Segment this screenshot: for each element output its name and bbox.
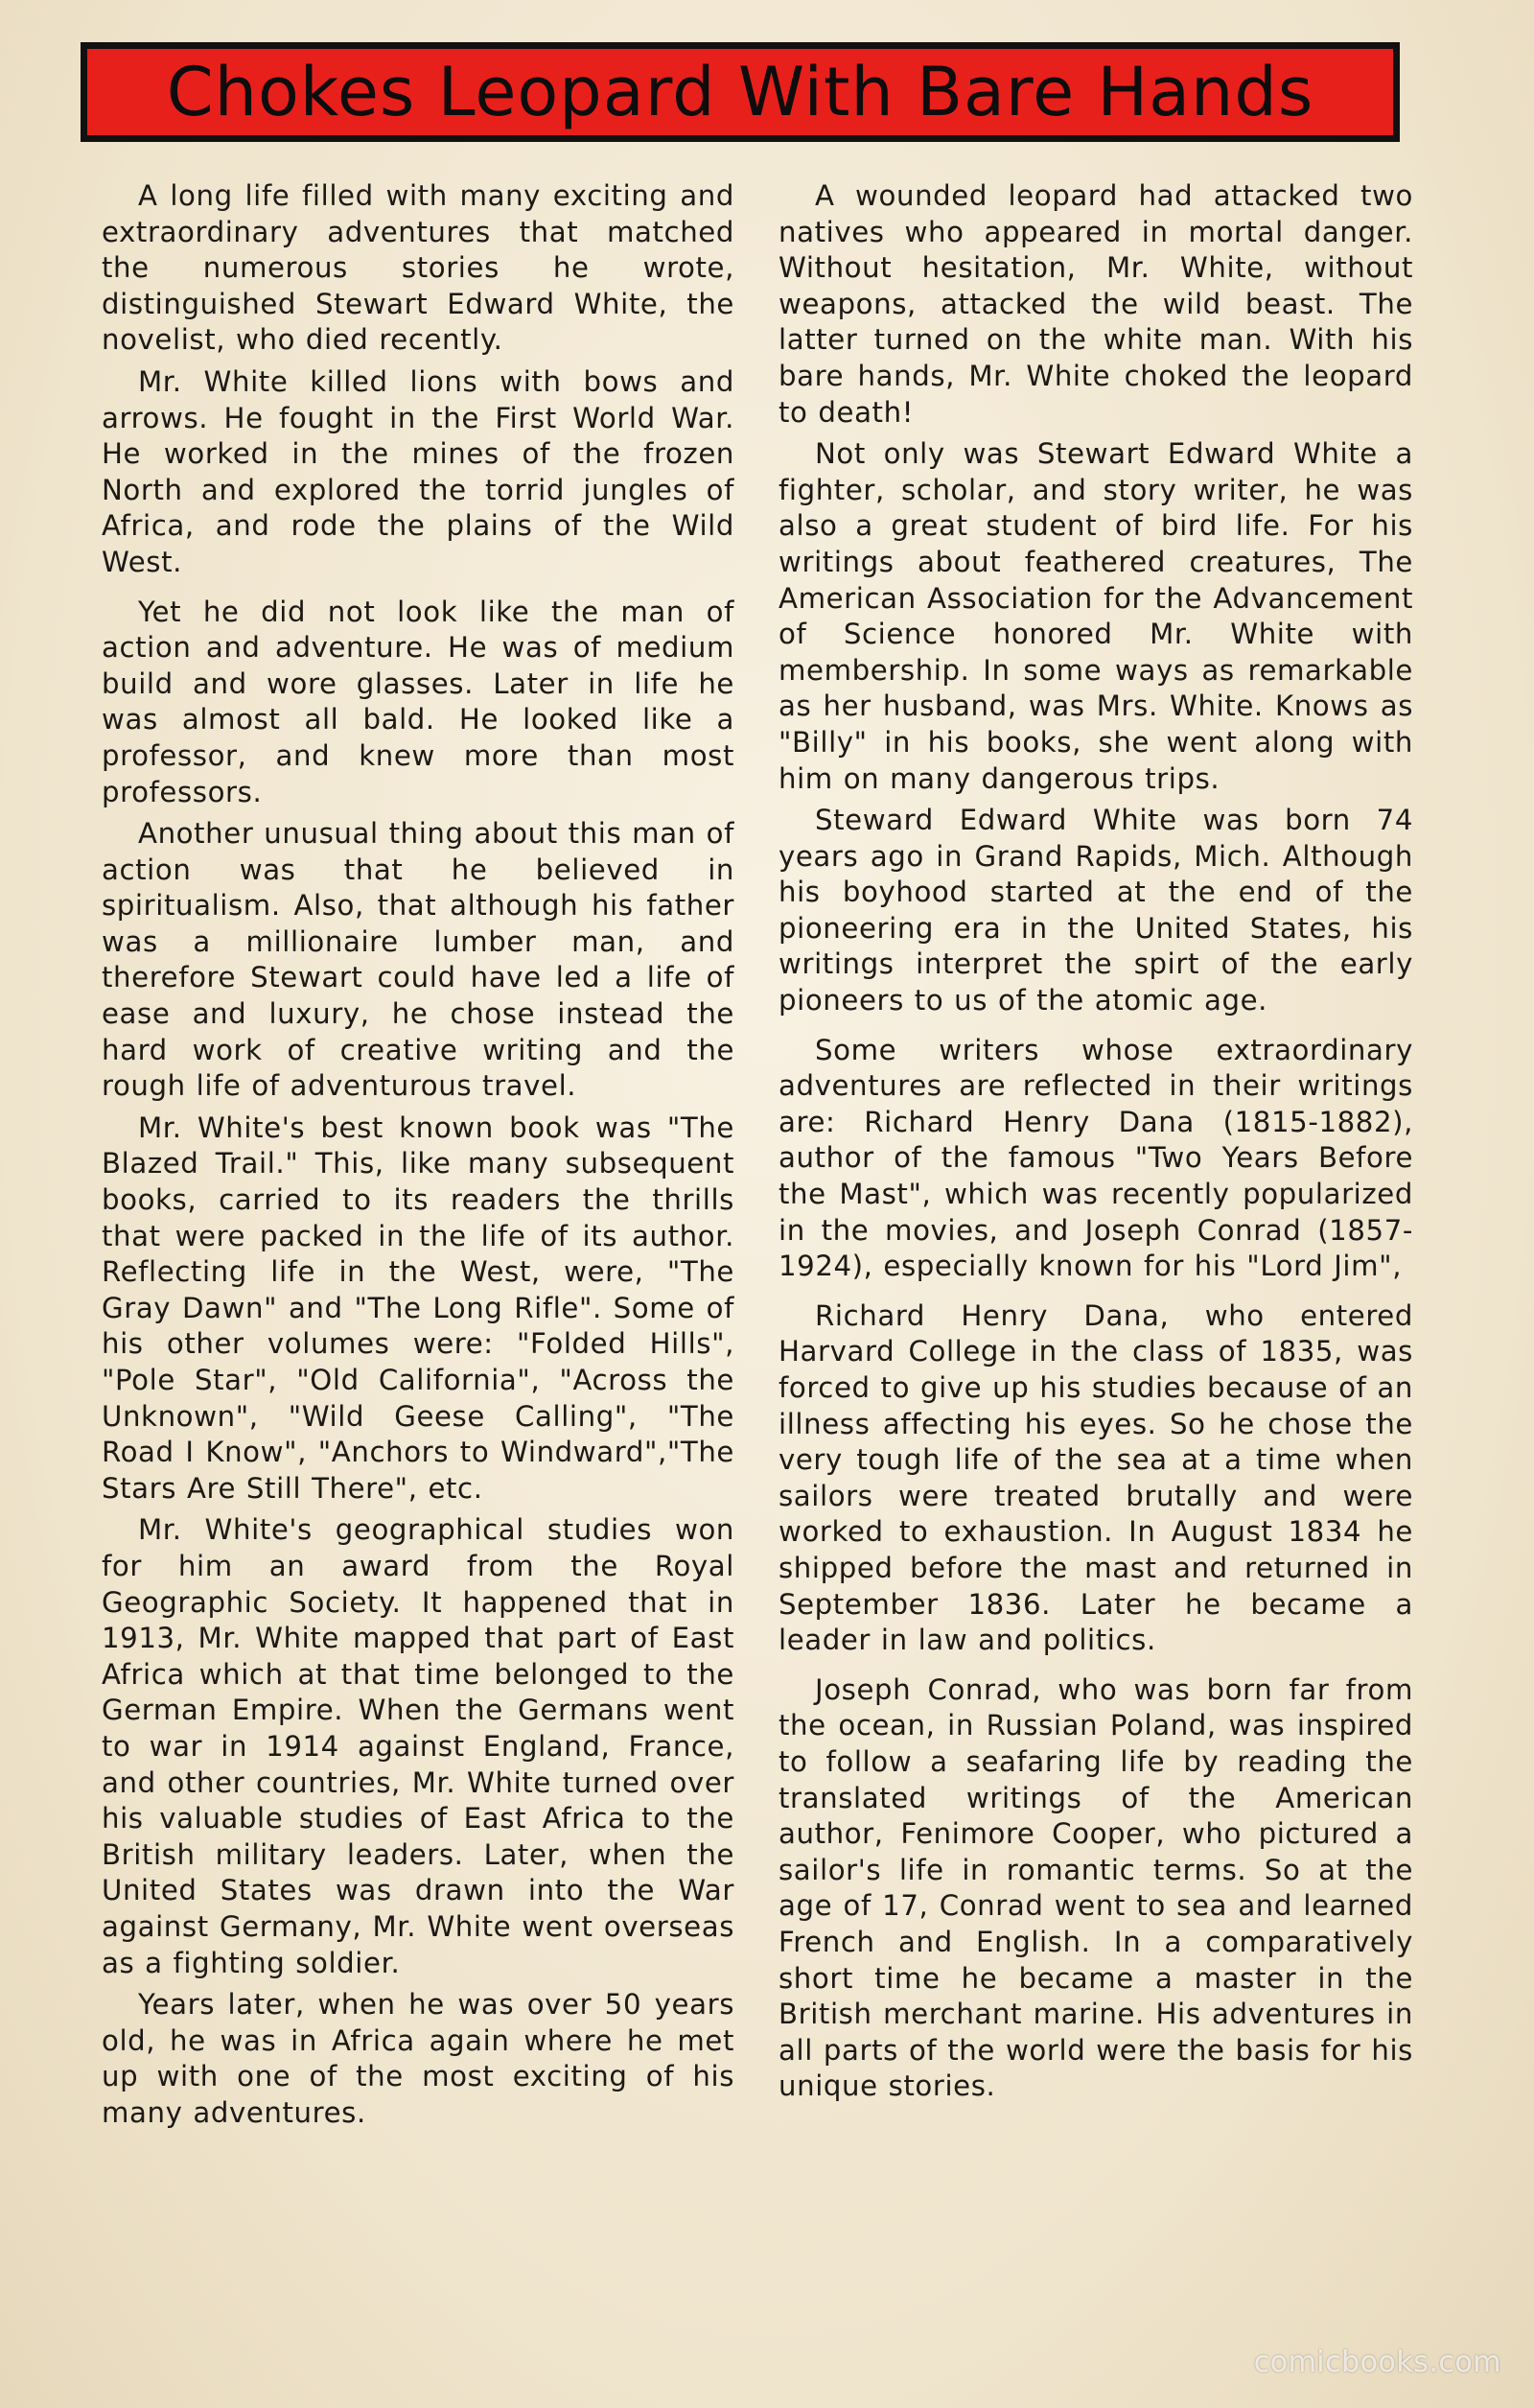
paragraph: Mr. White's geographical studies won for him an award from the Royal Geographic Society. It happened that in 1913, Mr. White mapped that part of East Africa which at that time belonged to the German Empire. When the Germans went to war in 1914 against England, France, and other countries, Mr. White turned over his valuable studies of East Africa to the British military leaders. Later, when the United States was drawn into the War against Germany, Mr. White went overseas as a fighting soldier.	[102, 1513, 734, 1979]
site-watermark: comicbooks.com	[1253, 2346, 1501, 2379]
paragraph: Joseph Conrad, who was born far from the ocean, in Russian Poland, was inspired to follow a seafaring life by reading the translated writings of the American author, Fenimore Cooper, who pictured a sailor's life in romantic terms. So at the age of 17, Conrad went to sea and learned French and English. In a comparatively short time he became a master in the British merchant marine. His adventures in all parts of the world were the basis for his unique stories.	[779, 1672, 1413, 2103]
paragraph: Some writers whose extraordinary adventures are reflected in their writings are: Richard Henry Dana (1815-1882), author of the famous "Two Years Before the Mast", which was recently popularized in the movies, and Joseph Conrad (1857-1924), especially known for his "Lord Jim",	[779, 1033, 1413, 1283]
headline-banner	[81, 42, 1400, 142]
paragraph: Richard Henry Dana, who entered Harvard College in the class of 1835, was forced to give up his studies because of an illness affecting his eyes. So he chose the very tough life of the sea at a time when sailors were treated brutally and were worked to exhaustion. In August 1834 he shipped before the mast and returned in September 1836. Later he became a leader in law and politics.	[779, 1298, 1413, 1657]
paragraph: Mr. White's best known book was "The Blazed Trail." This, like many subsequent books, carried to its readers the thrills that were packed in the life of its author. Reflecting life in the West, were, "The Gray Dawn" and "The Long Rifle". Some of his other volumes were: "Folded Hills", "Pole Star", "Old California", "Across the Unknown", "Wild Geese Calling", "The Road I Know", "Anchors to Windward","The Stars Are Still There", etc.	[102, 1110, 734, 1505]
paragraph: Not only was Stewart Edward White a fighter, scholar, and story writer, he was also a great student of bird life. For his writings about feathered creatures, The American Association for the Advancement of Science honored Mr. White with membership. In some ways as remarkable as her husband, was Mrs. White. Knows as "Billy" in his books, she went along with him on many dangerous trips.	[779, 437, 1413, 795]
paragraph: A wounded leopard had attacked two natives who appeared in mortal danger. Without hesitation, Mr. White, without weapons, attacked the wild beast. The latter turned on the white man. With his bare hands, Mr. White choked the leopard to death!	[779, 179, 1413, 429]
right-column	[779, 178, 1413, 2111]
paragraph: Steward Edward White was born 74 years ago in Grand Rapids, Mich. Although his boyhood started at the end of the pioneering era in the United States, his writings interpret the spirt of the early pioneers to us of the atomic age.	[779, 804, 1413, 1017]
paragraph: Mr. White killed lions with bows and arrows. He fought in the First World War. He worked in the mines of the frozen North and explored the torrid jungles of Africa, and rode the plains of the Wild West.	[102, 364, 734, 578]
paragraph: Another unusual thing about this man of action was that he believed in spiritualism. Also, that although his father was a millionaire lumber man, and therefore Stewart could have led a life of ease and luxury, he chose instead the hard work of creative writing and the rough life of adventurous travel.	[102, 817, 734, 1103]
paragraph: Years later, when he was over 50 years old, he was in Africa again where he met up with one of the most exciting of his many adventures.	[102, 1988, 734, 2129]
headline: Chokes Leopard With Bare Hands	[166, 53, 1314, 131]
paragraph: Yet he did not look like the man of action and adventure. He was of medium build and wore glasses. Later in life he was almost all bald. He looked like a professor, and knew more than most professors.	[102, 595, 734, 808]
paragraph: A long life filled with many exciting and extraordinary adventures that matched the numerous stories he wrote, distinguished Stewart Edward White, the novelist, who died recently.	[102, 179, 734, 357]
left-column	[102, 178, 734, 2137]
